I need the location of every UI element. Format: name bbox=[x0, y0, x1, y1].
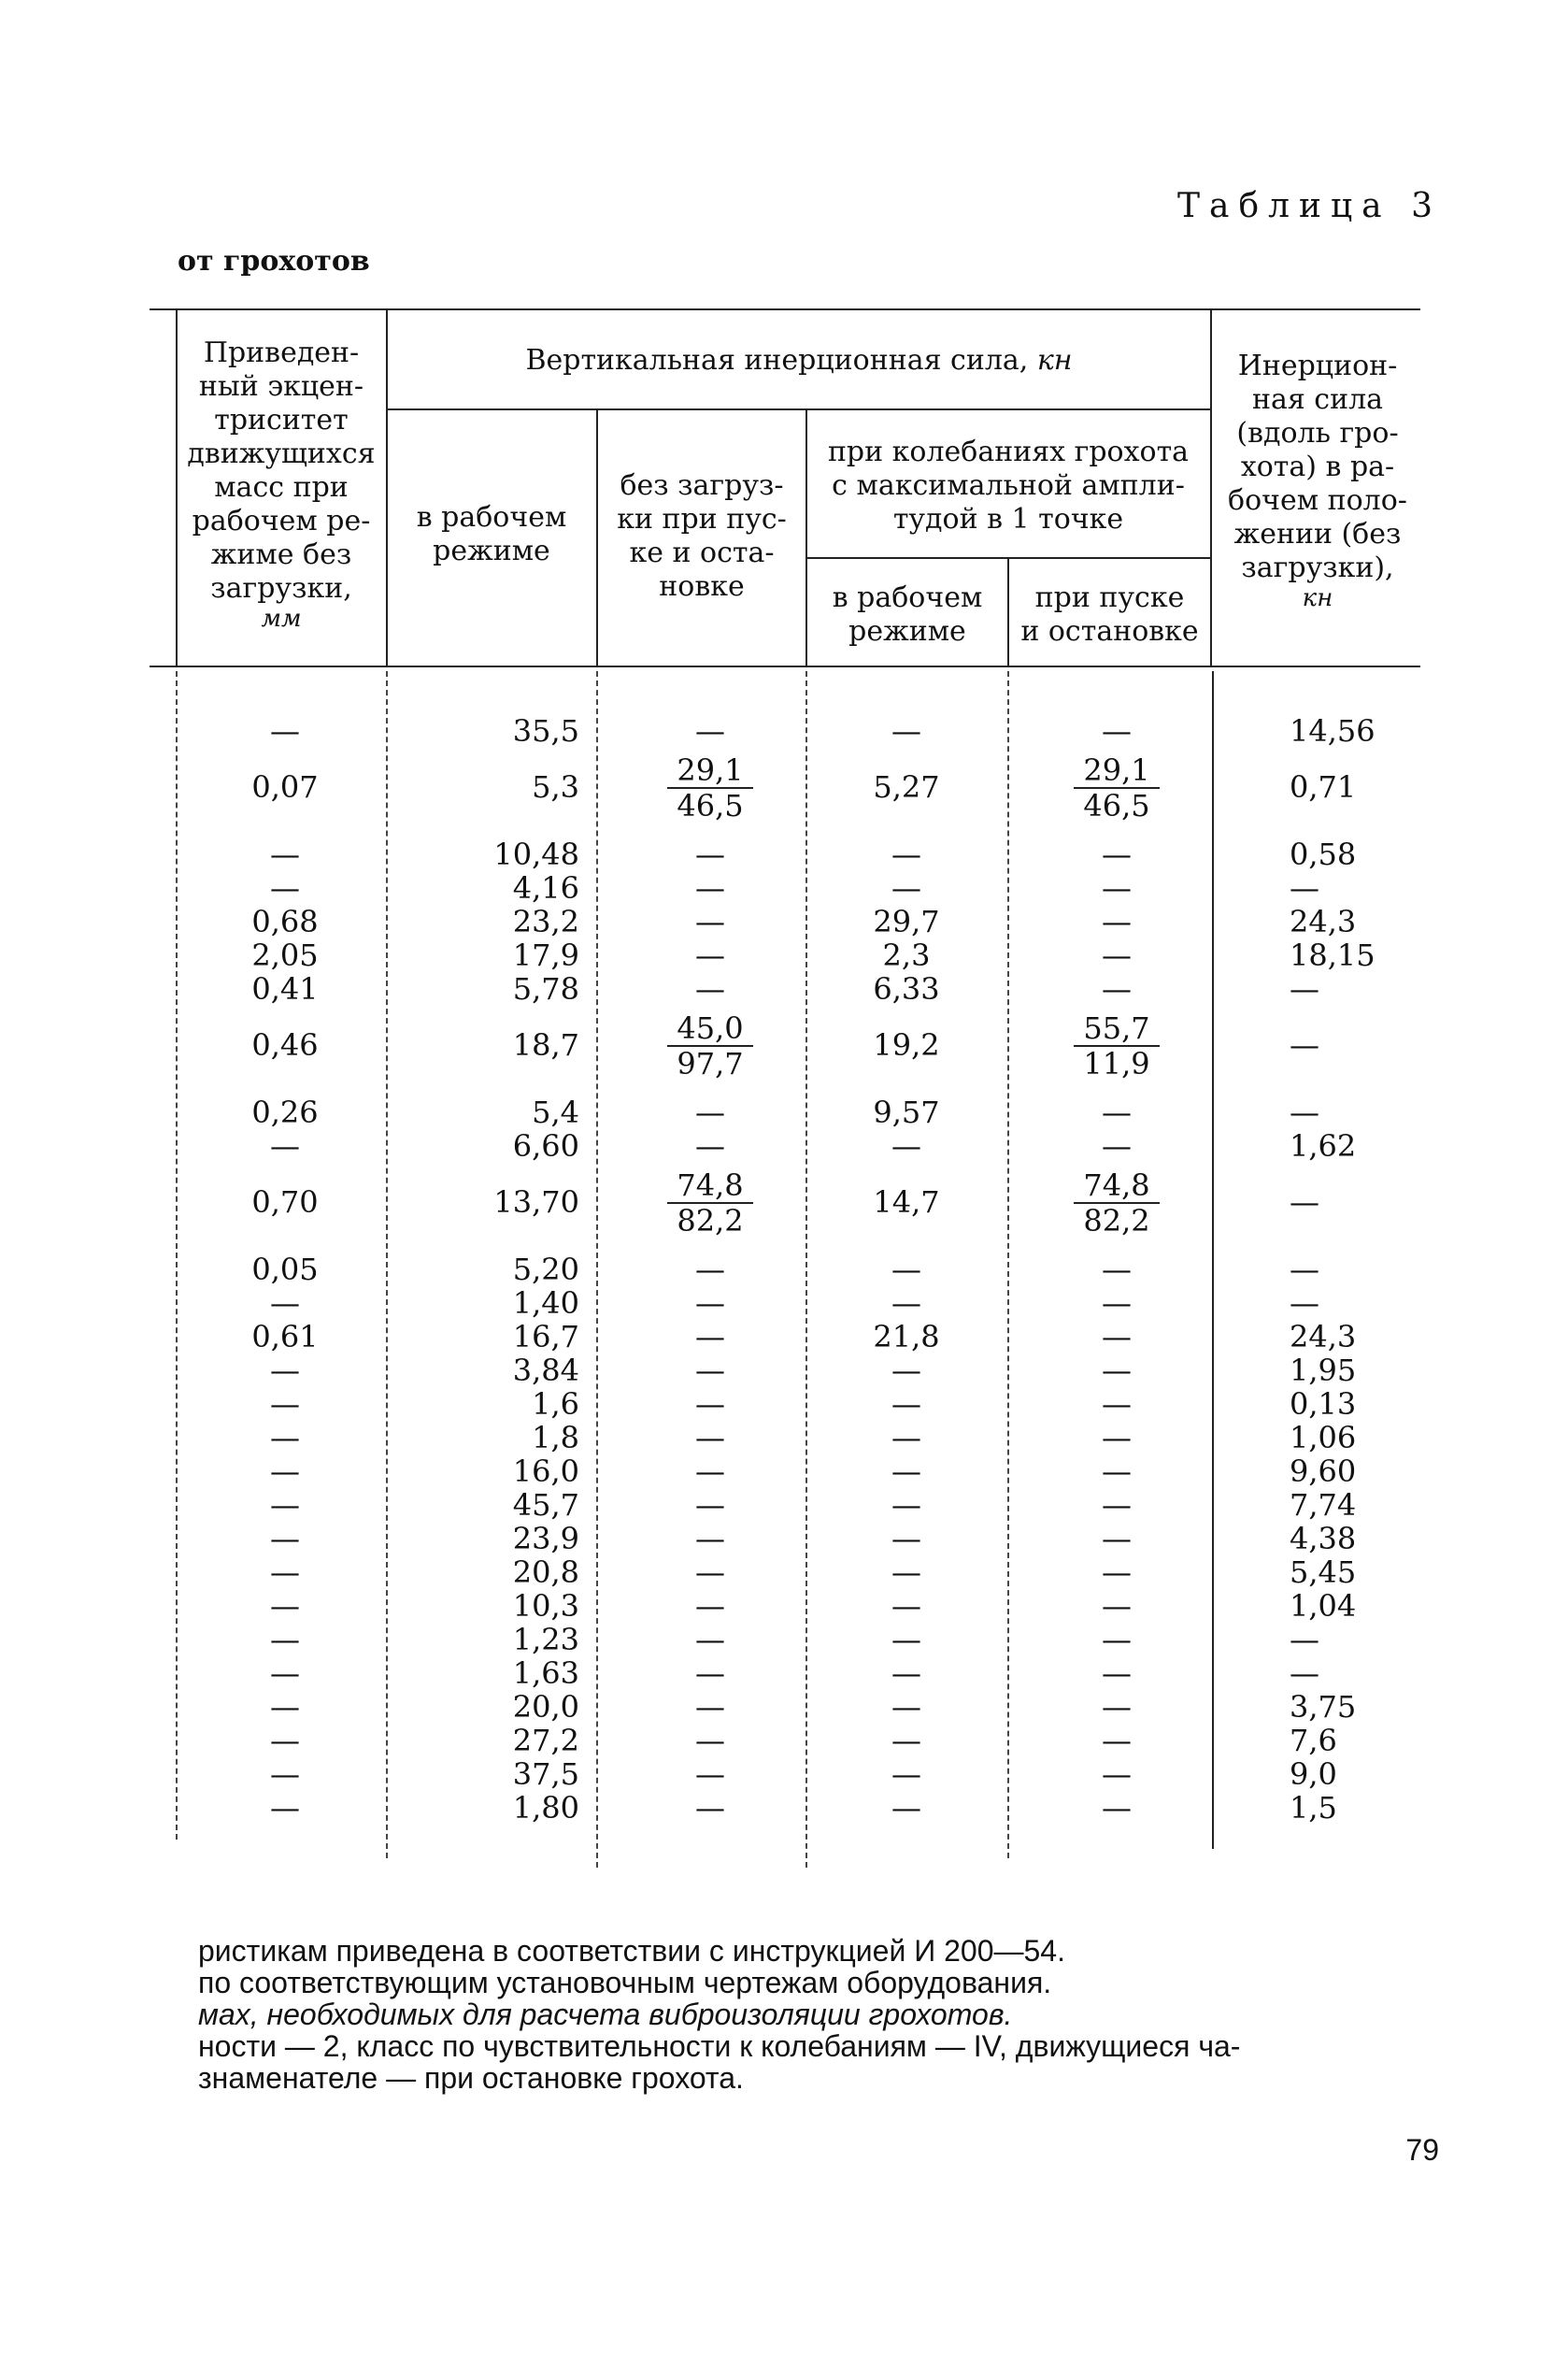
row-eccentricity: — bbox=[270, 1487, 300, 1523]
row-max-working: 19,2 bbox=[873, 1027, 940, 1063]
row-horizontal: 24,3 bbox=[1290, 904, 1357, 939]
row-no-load: — bbox=[695, 1588, 725, 1624]
row-eccentricity: — bbox=[270, 1622, 300, 1657]
row-max-start: — bbox=[1102, 904, 1132, 939]
row-working-mode: 5,20 bbox=[512, 1252, 579, 1287]
row-horizontal: 4,38 bbox=[1290, 1521, 1357, 1556]
row-horizontal: 9,0 bbox=[1290, 1756, 1337, 1792]
row-horizontal: 18,15 bbox=[1290, 938, 1376, 973]
row-max-start: — bbox=[1102, 1554, 1132, 1590]
row-no-load-denominator: 82,2 bbox=[677, 1203, 744, 1239]
row-working-mode: 17,9 bbox=[512, 938, 579, 973]
note-line-1: ристикам приведена в соответствии с инструкцией И 200—54. bbox=[198, 1934, 1065, 1968]
row-max-working: — bbox=[891, 713, 921, 749]
row-max-start: — bbox=[1102, 1689, 1132, 1725]
row-max-working: — bbox=[891, 1588, 921, 1624]
row-eccentricity: — bbox=[270, 1285, 300, 1321]
row-working-mode: 10,48 bbox=[493, 837, 579, 872]
row-max-start-numerator: 74,8 bbox=[1074, 1168, 1159, 1204]
row-working-mode: 5,3 bbox=[532, 769, 579, 805]
row-eccentricity: — bbox=[270, 870, 300, 906]
row-max-working: — bbox=[891, 870, 921, 906]
body-vline-2 bbox=[386, 671, 388, 1858]
row-no-load: — bbox=[695, 1285, 725, 1321]
row-horizontal: — bbox=[1290, 1622, 1319, 1657]
row-working-mode: 1,8 bbox=[532, 1420, 579, 1455]
row-eccentricity: — bbox=[270, 1420, 300, 1455]
row-max-working: — bbox=[891, 1487, 921, 1523]
row-horizontal: 24,3 bbox=[1290, 1319, 1357, 1354]
row-no-load: — bbox=[695, 904, 725, 939]
row-horizontal: 14,56 bbox=[1290, 713, 1376, 749]
row-no-load: — bbox=[695, 870, 725, 906]
row-horizontal: 1,04 bbox=[1290, 1588, 1357, 1624]
row-horizontal: 0,71 bbox=[1290, 769, 1357, 805]
row-no-load: — bbox=[695, 1386, 725, 1422]
row-max-start: — bbox=[1102, 1319, 1132, 1354]
row-horizontal: 7,74 bbox=[1290, 1487, 1357, 1523]
row-max-working: 14,7 bbox=[873, 1184, 940, 1220]
row-max-working: 29,7 bbox=[873, 904, 940, 939]
note-line-3: мах, необходимых для расчета виброизоляции грохотов. bbox=[198, 1998, 1013, 2031]
row-eccentricity: 0,05 bbox=[251, 1252, 319, 1287]
row-max-start: — bbox=[1102, 938, 1132, 973]
row-eccentricity: — bbox=[270, 1521, 300, 1556]
row-horizontal: 5,45 bbox=[1290, 1554, 1357, 1590]
row-max-start: — bbox=[1102, 1588, 1132, 1624]
row-working-mode: 13,70 bbox=[493, 1184, 579, 1220]
row-max-working: 5,27 bbox=[873, 769, 940, 805]
row-eccentricity: — bbox=[270, 1723, 300, 1758]
row-working-mode: 20,0 bbox=[512, 1689, 579, 1725]
body-vline-1 bbox=[176, 671, 178, 1840]
row-eccentricity: 2,05 bbox=[251, 938, 319, 973]
row-max-start-denominator: 46,5 bbox=[1083, 788, 1150, 823]
row-working-mode: 4,16 bbox=[512, 870, 579, 906]
row-working-mode: 5,4 bbox=[532, 1095, 579, 1130]
row-no-load: — bbox=[695, 1420, 725, 1455]
header-eccentricity: Приведен- ный экцен- триситет движущихся масс при рабочем ре- жиме без загрузки, мм bbox=[187, 337, 376, 633]
row-eccentricity: 0,61 bbox=[251, 1319, 319, 1354]
row-eccentricity: — bbox=[270, 713, 300, 749]
row-eccentricity: — bbox=[270, 1454, 300, 1489]
row-working-mode: 16,0 bbox=[512, 1454, 579, 1489]
row-max-start bbox=[1019, 753, 1215, 823]
row-eccentricity: — bbox=[270, 1655, 300, 1691]
row-max-start: — bbox=[1102, 971, 1132, 1007]
row-max-working: — bbox=[891, 1386, 921, 1422]
row-horizontal: 1,06 bbox=[1290, 1420, 1357, 1455]
row-max-working: — bbox=[891, 1622, 921, 1657]
row-working-mode: 20,8 bbox=[512, 1554, 579, 1590]
row-max-working: 6,33 bbox=[873, 971, 940, 1007]
row-max-start: — bbox=[1102, 1454, 1132, 1489]
row-eccentricity: — bbox=[270, 1554, 300, 1590]
row-max-start: — bbox=[1102, 1756, 1132, 1792]
row-max-start-denominator: 82,2 bbox=[1083, 1203, 1150, 1239]
row-max-start: — bbox=[1102, 1723, 1132, 1758]
row-eccentricity: 0,46 bbox=[251, 1027, 319, 1063]
row-max-working: — bbox=[891, 1756, 921, 1792]
row-eccentricity: 0,41 bbox=[251, 971, 319, 1007]
row-working-mode: 1,63 bbox=[512, 1655, 579, 1691]
row-working-mode: 16,7 bbox=[512, 1319, 579, 1354]
row-eccentricity: — bbox=[270, 1756, 300, 1792]
row-max-working: — bbox=[891, 1689, 921, 1725]
note-line-4: ности — 2, класс по чувствительности к колебаниям — IV, движущиеся ча- bbox=[198, 2029, 1241, 2063]
row-no-load: — bbox=[695, 1622, 725, 1657]
row-working-mode: 18,7 bbox=[512, 1027, 579, 1063]
row-max-start: — bbox=[1102, 1420, 1132, 1455]
row-no-load: — bbox=[695, 1128, 725, 1164]
row-eccentricity: 0,68 bbox=[251, 904, 319, 939]
row-eccentricity: — bbox=[270, 837, 300, 872]
header-vertical-group: Вертикальная инерционная сила, кн bbox=[525, 344, 1073, 377]
header-max-working: в рабочем режиме bbox=[832, 581, 983, 648]
row-no-load: — bbox=[695, 1319, 725, 1354]
row-eccentricity: — bbox=[270, 1689, 300, 1725]
body-vline-3 bbox=[596, 671, 598, 1868]
row-horizontal: — bbox=[1290, 1184, 1319, 1220]
row-horizontal: 1,95 bbox=[1290, 1353, 1357, 1388]
row-horizontal: — bbox=[1290, 1027, 1319, 1063]
row-horizontal: — bbox=[1290, 1285, 1319, 1321]
row-max-start: — bbox=[1102, 1386, 1132, 1422]
row-max-working: — bbox=[891, 1790, 921, 1826]
header-bottom-rule bbox=[150, 666, 1420, 667]
row-max-working: — bbox=[891, 1353, 921, 1388]
row-working-mode: 1,80 bbox=[512, 1790, 579, 1826]
row-max-start: — bbox=[1102, 870, 1132, 906]
row-no-load-denominator: 46,5 bbox=[677, 788, 744, 823]
row-no-load bbox=[617, 753, 804, 823]
header-working-mode: в рабочем режиме bbox=[416, 501, 567, 567]
row-no-load-denominator: 97,7 bbox=[677, 1046, 744, 1081]
row-max-working: — bbox=[891, 1420, 921, 1455]
row-max-start: — bbox=[1102, 1622, 1132, 1657]
row-horizontal: 7,6 bbox=[1290, 1723, 1337, 1758]
row-max-working: — bbox=[891, 1723, 921, 1758]
row-horizontal: — bbox=[1290, 1655, 1319, 1691]
row-no-load bbox=[617, 1011, 804, 1081]
row-no-load: — bbox=[695, 1723, 725, 1758]
row-no-load: — bbox=[695, 1689, 725, 1725]
row-no-load: — bbox=[695, 1454, 725, 1489]
row-horizontal: 0,58 bbox=[1290, 837, 1357, 872]
row-max-start: — bbox=[1102, 1487, 1132, 1523]
row-no-load bbox=[617, 1168, 804, 1238]
row-max-start: — bbox=[1102, 1790, 1132, 1826]
header-max-start: при пуске и остановке bbox=[1020, 581, 1199, 648]
body-vline-5 bbox=[1007, 671, 1009, 1858]
row-horizontal: 9,60 bbox=[1290, 1454, 1357, 1489]
row-working-mode: 35,5 bbox=[512, 713, 579, 749]
header-horizontal: Инерцион- ная сила (вдоль гро- хота) в ра- бочем поло- жении (без загрузки), кн bbox=[1228, 350, 1407, 612]
row-horizontal: — bbox=[1290, 1095, 1319, 1130]
page-number: 79 bbox=[1405, 2133, 1439, 2167]
row-max-working: — bbox=[891, 1128, 921, 1164]
row-max-working: — bbox=[891, 1454, 921, 1489]
row-horizontal: 1,5 bbox=[1290, 1790, 1337, 1826]
row-working-mode: 37,5 bbox=[512, 1756, 579, 1792]
row-working-mode: 23,9 bbox=[512, 1521, 579, 1556]
row-max-start: — bbox=[1102, 1655, 1132, 1691]
row-working-mode: 1,6 bbox=[532, 1386, 579, 1422]
row-working-mode: 5,78 bbox=[512, 971, 579, 1007]
row-eccentricity: — bbox=[270, 1128, 300, 1164]
header-max-amplitude: при колебаниях грохота с максимальной ампли- тудой в 1 точке bbox=[827, 436, 1190, 536]
row-horizontal: — bbox=[1290, 870, 1319, 906]
table-number: Таблица 3 bbox=[1177, 187, 1442, 225]
row-max-start: — bbox=[1102, 837, 1132, 872]
table-top-rule bbox=[150, 308, 1420, 310]
row-working-mode: 3,84 bbox=[512, 1353, 579, 1388]
row-working-mode: 10,3 bbox=[512, 1588, 579, 1624]
footnotes bbox=[198, 1935, 1240, 2094]
row-eccentricity: — bbox=[270, 1588, 300, 1624]
row-horizontal: — bbox=[1290, 1252, 1319, 1287]
header-vline-6 bbox=[1210, 310, 1212, 666]
row-horizontal: — bbox=[1290, 971, 1319, 1007]
row-max-working: — bbox=[891, 1554, 921, 1590]
row-no-load: — bbox=[695, 1252, 725, 1287]
row-max-working: — bbox=[891, 1521, 921, 1556]
row-eccentricity: 0,26 bbox=[251, 1095, 319, 1130]
row-horizontal: 0,13 bbox=[1290, 1386, 1357, 1422]
row-no-load: — bbox=[695, 837, 725, 872]
row-working-mode: 45,7 bbox=[512, 1487, 579, 1523]
row-horizontal: 1,62 bbox=[1290, 1128, 1357, 1164]
row-no-load-numerator: 74,8 bbox=[667, 1168, 752, 1204]
row-no-load: — bbox=[695, 1790, 725, 1826]
row-working-mode: 27,2 bbox=[512, 1723, 579, 1758]
row-max-start: — bbox=[1102, 1285, 1132, 1321]
note-line-2: по соответствующим установочным чертежам оборудования. bbox=[198, 1966, 1052, 1999]
row-no-load: — bbox=[695, 1095, 725, 1130]
row-no-load: — bbox=[695, 1756, 725, 1792]
row-eccentricity: — bbox=[270, 1790, 300, 1826]
row-no-load: — bbox=[695, 1487, 725, 1523]
row-no-load: — bbox=[695, 971, 725, 1007]
row-max-start-denominator: 11,9 bbox=[1083, 1046, 1150, 1081]
row-horizontal: 3,75 bbox=[1290, 1689, 1357, 1725]
row-eccentricity: — bbox=[270, 1386, 300, 1422]
row-working-mode: 1,23 bbox=[512, 1622, 579, 1657]
row-max-start: — bbox=[1102, 1353, 1132, 1388]
row-eccentricity: 0,07 bbox=[251, 769, 319, 805]
row-no-load: — bbox=[695, 938, 725, 973]
row-max-working: — bbox=[891, 837, 921, 872]
row-no-load-numerator: 29,1 bbox=[667, 753, 752, 789]
row-working-mode: 6,60 bbox=[512, 1128, 579, 1164]
body-vline-4 bbox=[805, 671, 807, 1868]
row-max-working: — bbox=[891, 1285, 921, 1321]
row-max-start bbox=[1019, 1168, 1215, 1238]
row-no-load: — bbox=[695, 1521, 725, 1556]
row-no-load-numerator: 45,0 bbox=[667, 1011, 752, 1047]
row-max-start: — bbox=[1102, 1128, 1132, 1164]
row-working-mode: 1,40 bbox=[512, 1285, 579, 1321]
row-eccentricity: — bbox=[270, 1353, 300, 1388]
row-max-working: — bbox=[891, 1252, 921, 1287]
row-no-load: — bbox=[695, 1655, 725, 1691]
row-eccentricity: 0,70 bbox=[251, 1184, 319, 1220]
header-no-load: без загруз- ки при пус- ке и оста- новке bbox=[617, 469, 787, 603]
row-max-start: — bbox=[1102, 713, 1132, 749]
row-max-start: — bbox=[1102, 1252, 1132, 1287]
table-caption-fragment: от грохотов bbox=[178, 245, 370, 278]
row-max-start-numerator: 55,7 bbox=[1074, 1011, 1159, 1047]
row-no-load: — bbox=[695, 1353, 725, 1388]
row-max-working: 2,3 bbox=[882, 938, 931, 973]
row-max-start bbox=[1019, 1011, 1215, 1081]
row-max-working: — bbox=[891, 1655, 921, 1691]
row-max-start: — bbox=[1102, 1095, 1132, 1130]
note-line-5: знаменателе — при остановке грохота. bbox=[198, 2061, 744, 2095]
row-no-load: — bbox=[695, 713, 725, 749]
row-max-working: 9,57 bbox=[873, 1095, 940, 1130]
row-max-working: 21,8 bbox=[873, 1319, 940, 1354]
row-working-mode: 23,2 bbox=[512, 904, 579, 939]
row-max-start: — bbox=[1102, 1521, 1132, 1556]
vertical-group-rule bbox=[388, 408, 1210, 410]
row-max-start-numerator: 29,1 bbox=[1074, 753, 1159, 789]
row-no-load: — bbox=[695, 1554, 725, 1590]
